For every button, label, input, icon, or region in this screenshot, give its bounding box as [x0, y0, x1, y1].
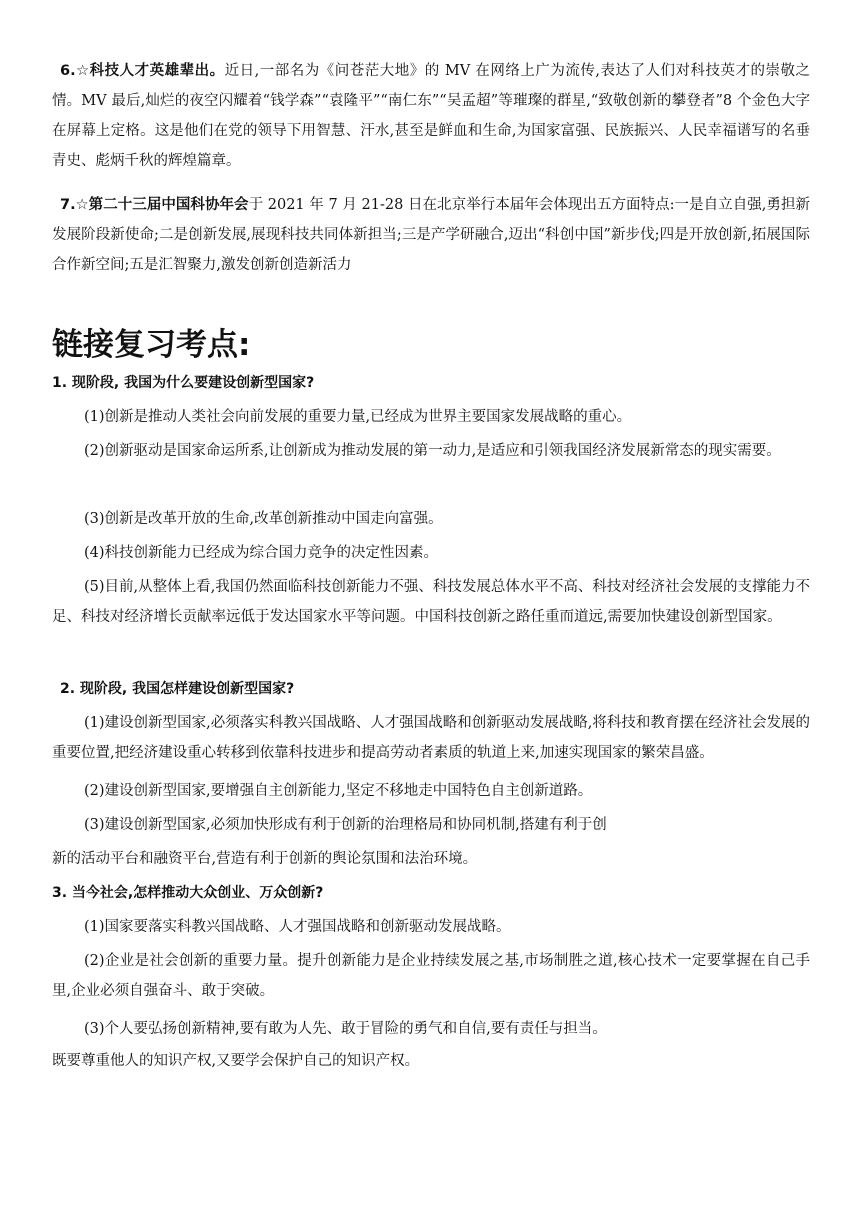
answer-point: (2)创新驱动是国家命运所系,让创新成为推动发展的第一动力,是适应和引领我国经济发展新常态的现实需要。	[84, 443, 781, 459]
answer-point: (3)建设创新型国家,必须加快形成有利于创新的治理格局和协同机制,搭建有利于创	[84, 817, 607, 833]
question-2: 2. 现阶段, 我国怎样建设创新型国家?	[60, 681, 295, 697]
news-title: 6.☆科技人才英雄辈出。	[60, 63, 225, 79]
news-body: 近日,一部名为《问苍茫大地》的 MV 在网络上广为流传,表达了人们对科技英才的崇敬之情。MV 最后,灿烂的夜空闪耀着“钱学森”“袁隆平”“南仁东”“吴孟超”等璀璨的群星,“致敬创新的攀登者”8 个金色大字在屏幕上定格。这是他们在党的领导下用智慧、汗水,甚至是鲜血和生命,为国家富强、民族振兴、人民幸福谱写的名垂青史、彪炳千秋的辉煌篇章。	[52, 63, 810, 169]
answer-point: (3)个人要弘扬创新精神,要有敢为人先、敢于冒险的勇气和自信,要有责任与担当。	[84, 1021, 607, 1037]
answer-point: (1)建设创新型国家,必须落实科教兴国战略、人才强国战略和创新驱动发展战略,将科技和教育摆在经济社会发展的重要位置,把经济建设重心转移到依靠科技进步和提高劳动者素质的轨道上来,加速实现国家的繁荣昌盛。	[52, 715, 810, 761]
answer-point: (3)创新是改革开放的生命,改革创新推动中国走向富强。	[84, 511, 443, 527]
news-item-7	[52, 190, 810, 280]
answer-point: 新的活动平台和融资平台,营造有利于创新的舆论氛围和法治环境。	[52, 851, 478, 867]
section-title: 链接复习考点:	[52, 327, 251, 363]
news-item-6	[52, 56, 810, 176]
answer-point: 既要尊重他人的知识产权,又要学会保护自己的知识产权。	[52, 1053, 420, 1069]
question-3: 3. 当今社会,怎样推动大众创业、万众创新?	[52, 885, 324, 901]
answer-point: (1)创新是推动人类社会向前发展的重要力量,已经成为世界主要国家发展战略的重心。	[84, 409, 632, 425]
answer-point: (4)科技创新能力已经成为综合国力竞争的决定性因素。	[84, 545, 439, 561]
news-body: 于 2021 年 7 月 21-28 日在北京举行本届年会体现出五方面特点:一是自立自强,勇担新发展阶段新使命;二是创新发展,展现科技共同体新担当;三是产学研融合,迈出“科创中国”新步伐;四是开放创新,拓展国际合作新空间;五是汇智聚力,激发创新创造新活力	[52, 197, 810, 273]
answer-point: (2)建设创新型国家,要增强自主创新能力,坚定不移地走中国特色自主创新道路。	[84, 783, 593, 799]
answer-point: (2)企业是社会创新的重要力量。提升创新能力是企业持续发展之基,市场制胜之道,核心技术一定要掌握在自己手里,企业必须自强奋斗、敢于突破。	[52, 953, 810, 999]
answer-point: (5)目前,从整体上看,我国仍然面临科技创新能力不强、科技发展总体水平不高、科技对经济社会发展的支撑能力不足、科技对经济增长贡献率远低于发达国家水平等问题。中国科技创新之路任重而道远,需要加快建设创新型国家。	[52, 579, 810, 625]
answer-point: (1)国家要落实科教兴国战略、人才强国战略和创新驱动发展战略。	[84, 919, 511, 935]
question-1: 1. 现阶段, 我国为什么要建设创新型国家?	[52, 375, 315, 391]
news-title: 7.☆第二十三届中国科协年会	[60, 197, 249, 213]
